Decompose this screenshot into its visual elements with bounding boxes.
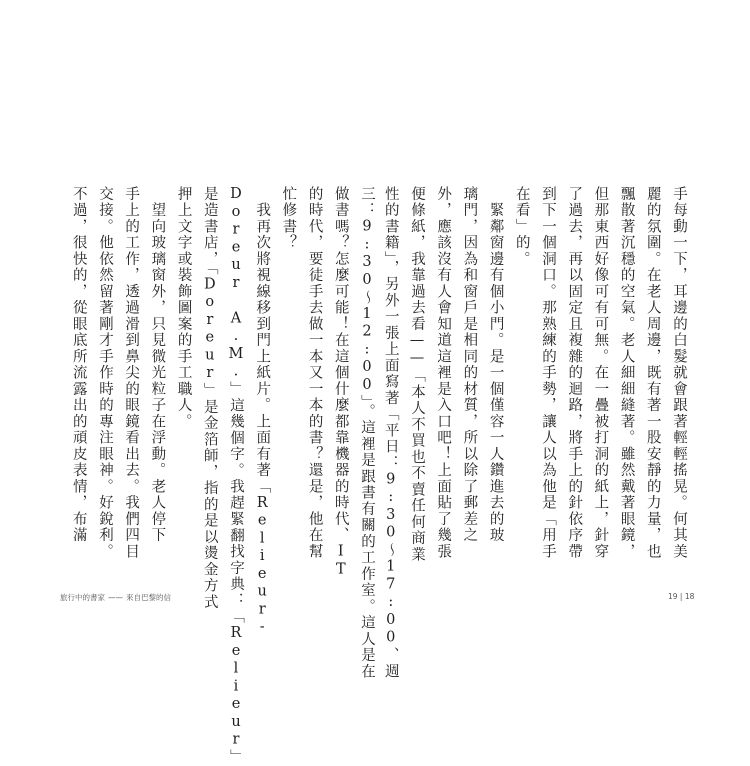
- text-column: 望向玻璃窗外，只見微光粒子在浮動。老人停下: [149, 186, 166, 544]
- footer-separator: ——: [108, 593, 123, 602]
- text-column: 飄散著沉穩的空氣。老人細細縫著。雖然戴著眼鏡，: [618, 186, 635, 560]
- text-column: Doreur A.M.」這幾個字。我趕緊翻找字典：「Relieur」: [227, 186, 244, 766]
- text-column: 但那東西好像可有可無。在一疊被打洞的紙上，針穿: [592, 186, 609, 560]
- text-column: 是造書店，「Doreur」是金箔師，指的是以燙金方式: [201, 186, 218, 611]
- text-column: 麗的氛圍。在老人周邊，既有著一股安靜的力量，也: [644, 186, 661, 560]
- text-column: 交接。他依然留著剛才手作時的專注眼神。好銳利。: [96, 186, 113, 560]
- running-footer: [60, 592, 171, 603]
- text-column: 的時代，要徒手去做一本又一本的書？還是，他在幫: [306, 186, 323, 560]
- text-column: 手每動一下，耳邊的白髮就會跟著輕輕搖晃。何其美: [671, 186, 687, 560]
- text-column: 我再次將視線移到門上紙片。上面有著「Relieur-: [254, 186, 271, 637]
- text-column: 緊鄰窗邊有個小門。是一個僅容一人鑽進去的玻: [487, 186, 504, 544]
- chapter-title: 來自巴黎的信: [126, 593, 171, 602]
- text-column: 押上文字或裝飾圖案的手工職人。: [175, 186, 192, 430]
- text-column: 手上的工作，透過滑到鼻尖的眼鏡看出去。我們四目: [123, 186, 140, 560]
- text-column: 到下一個洞口。那熟練的手勢，讓人以為他是「用手: [539, 186, 556, 560]
- text-column: 三：9:30～12:00」。這裡是跟書有關的工作室。這人是在: [359, 186, 375, 680]
- text-column: 了過去，再以固定且複雜的迴路，將手上的針依序帶: [566, 186, 583, 560]
- text-column: 璃門，因為和窗戶是相同的材質，所以除了郵差之: [461, 186, 478, 544]
- text-column: 性的書籍」，另外一張上面寫著「平日：9:30～17:00、週: [382, 186, 399, 680]
- book-title: 旅行中的書家: [60, 593, 105, 602]
- page-numbers: 19 | 18: [668, 592, 695, 601]
- text-column: 忙修書？: [280, 186, 297, 251]
- text-column: 不過，很快的，從眼底所流露出的頑皮表情，布滿: [70, 186, 87, 544]
- text-column: 做書嗎？怎麼可能！在這個什麼都靠機器的時代、IT: [332, 186, 349, 579]
- text-column: 外，應該沒有人會知道這裡是入口吧！上面貼了幾張: [435, 186, 452, 560]
- text-column: 在看」的。: [513, 186, 530, 268]
- text-column: 便條紙，我靠過去看——「本人不買也不賣任何商業: [408, 186, 425, 563]
